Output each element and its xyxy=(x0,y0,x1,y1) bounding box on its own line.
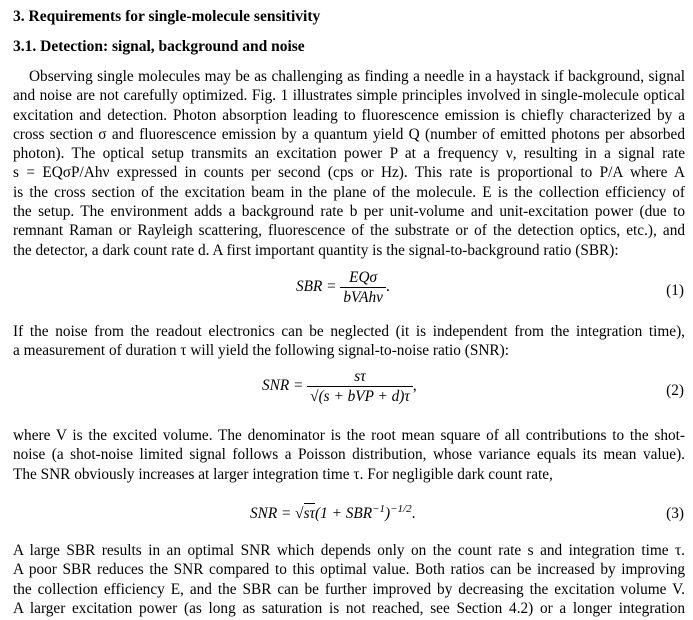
eq1-fraction xyxy=(340,268,386,307)
text-line: If the noise from the readout electronics can be neglected (it is independent from the integration time), xyxy=(13,323,685,340)
text-line: photon). The optical setup transmits an excitation power P at a frequency ν, resulting in a signal rate xyxy=(13,145,685,163)
text-line: A large SBR results in an optimal SNR which depends only on the count rate s and integration time τ. xyxy=(13,542,685,559)
eq3-tail: . xyxy=(411,505,416,523)
eq3-sup-inner: −1 xyxy=(372,503,386,515)
text-line: A poor SBR reduces the SNR compared to this optimal value. Both ratios can be increased by improving xyxy=(13,561,685,579)
eq1-tail: . xyxy=(385,278,390,296)
eq1-numerator: EQσ xyxy=(340,268,386,288)
text-line: Observing single molecules may be as challenging as finding a needle in a haystack if background, signal xyxy=(29,68,685,85)
equation-3 xyxy=(250,503,415,523)
subsection-heading: 3.1. Detection: signal, background and noise xyxy=(13,38,305,55)
eq3-sup-outer: −1/2 xyxy=(390,503,412,515)
equation-1-number: (1) xyxy=(666,282,684,299)
text-line: cross section σ and fluorescence emission by a quantum yield Q (number of emitted photons per absorbed xyxy=(13,125,685,143)
text-line: noise (a shot-noise limited signal follows a Poisson distribution, whose variance equals its mean value). xyxy=(13,446,685,464)
paragraph-2 xyxy=(13,322,685,361)
eq2-lhs: SNR = xyxy=(262,377,304,395)
eq2-fraction xyxy=(307,367,413,406)
text-line: The SNR obviously increases at larger integration time τ. For negligible dark count rate, xyxy=(13,465,553,483)
text-line: s = EQσP/Ahν expressed in counts per second (cps or Hz). This rate is proportional to P/A where A xyxy=(13,164,685,182)
paragraph-1 xyxy=(13,67,685,260)
text-line: A larger excitation power (as long as saturation is not reached, see Section 4.2) or a longer integration xyxy=(13,599,685,617)
text-line: and noise are not carefully optimized. Fig. 1 illustrates simple principles involved in single-molecule optical xyxy=(13,87,685,105)
paragraph-3 xyxy=(13,426,685,484)
eq2-tail: , xyxy=(412,377,417,395)
eq2-numerator: sτ xyxy=(307,367,413,387)
section-heading: 3. Requirements for single-molecule sensitivity xyxy=(13,8,321,25)
eq1-lhs: SBR = xyxy=(296,278,337,296)
sqrt-icon: √ xyxy=(310,388,319,405)
paragraph-4 xyxy=(13,541,685,618)
eq3-close: ) xyxy=(385,505,391,523)
text-line: is the cross section of the excitation beam in the plane of the molecule. E is the collection efficiency of xyxy=(13,183,685,201)
text-line: a measurement of duration τ will yield the following signal-to-noise ratio (SNR): xyxy=(13,342,509,360)
sqrt-icon: √ xyxy=(295,505,304,523)
text-line: the collection efficiency E, and the SBR can be further improved by decreasing the excitation volume V. xyxy=(13,580,685,598)
equation-2-number: (2) xyxy=(666,382,684,399)
text-line: the detector, a dark count rate d. A first important quantity is the signal-to-background ratio (SBR): xyxy=(13,241,619,259)
equation-2 xyxy=(262,367,417,406)
eq2-denominator xyxy=(307,387,413,406)
eq2-radicand: (s + bVP + d)τ xyxy=(318,388,410,405)
text-line: where V is the excited volume. The denominator is the root mean square of all contributions to the shot- xyxy=(13,427,685,444)
text-line: the setup. The environment adds a background rate b per unit-volume and unit-excitation power (due to xyxy=(13,203,685,221)
equation-1 xyxy=(296,268,390,307)
text-line: excitation and detection. Photon absorption leading to fluorescence emission is chiefly characterized by a xyxy=(13,106,685,124)
eq3-lhs: SNR = xyxy=(250,505,292,523)
equation-3-number: (3) xyxy=(666,505,684,522)
text-line: remnant Raman or Rayleigh scattering, fluorescence of the substrate or of the detection optics, etc.), and xyxy=(13,222,685,240)
eq1-denominator: bVAhν xyxy=(343,289,383,306)
eq3-body: (1 + SBR xyxy=(315,505,373,523)
eq3-radicand: sτ xyxy=(303,505,316,523)
